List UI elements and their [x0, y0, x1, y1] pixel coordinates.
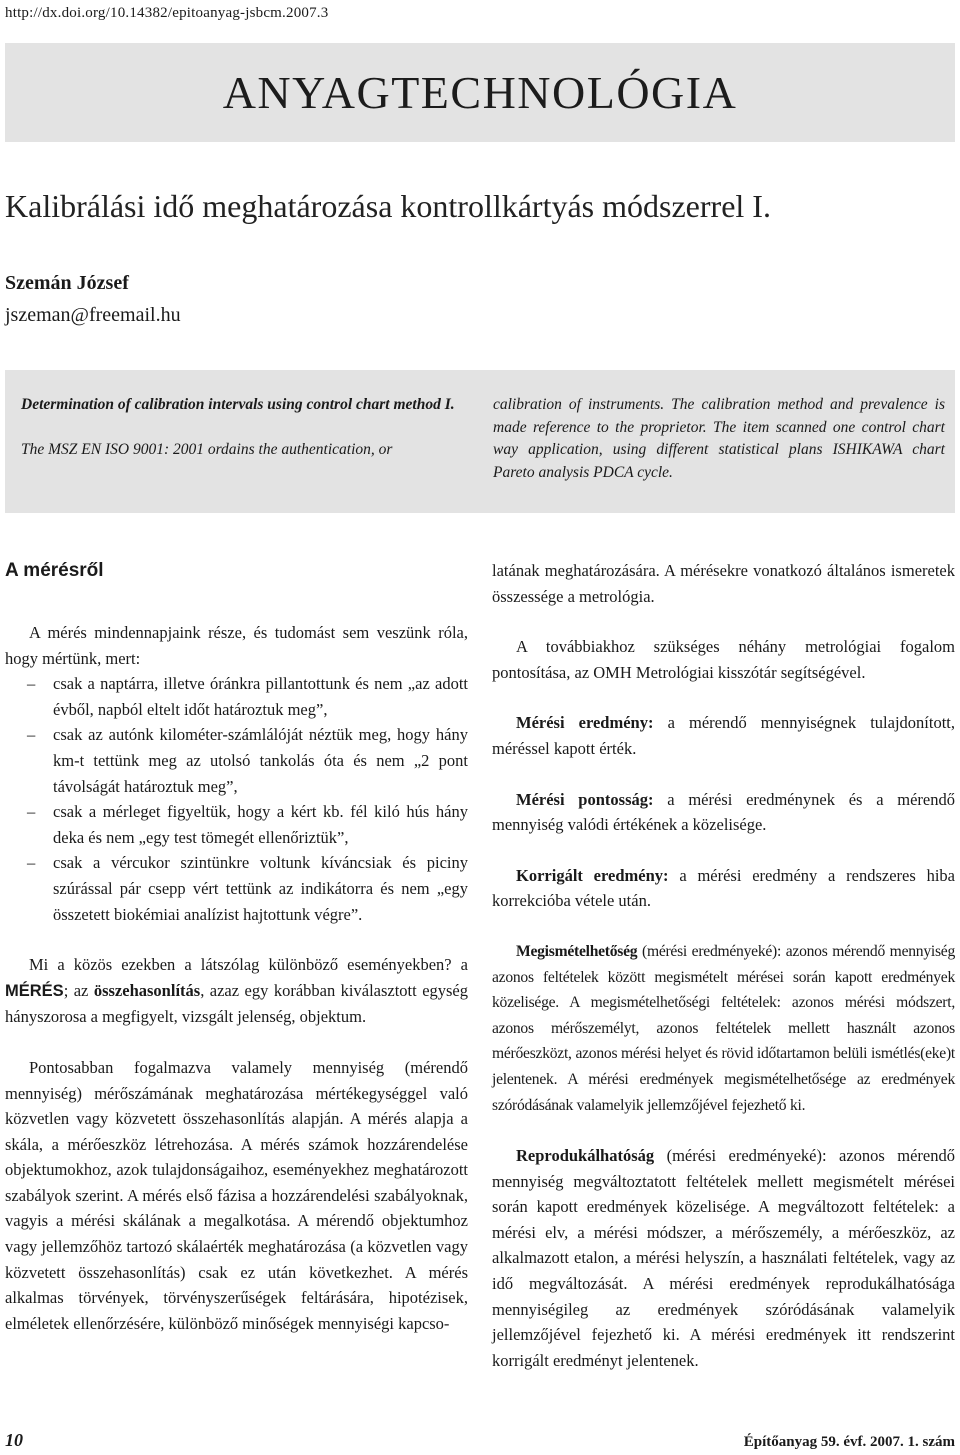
page-number: 10	[5, 1430, 23, 1450]
abstract-left-text: The MSZ EN ISO 9001: 2001 ordains the authentication, or	[21, 440, 393, 458]
definition-paragraph: Pontosabban fogalmazva valamely mennyiség (mérendő mennyiség) mérőszámának meghatározása mértékegységgel való közvetlen vagy közvetett összehasonlítás alapján. A mérés alapja a skála, a mérőeszköz létrehozása. A mérés számok hozzárendelése objektumokhoz, azok tulajdonságaihoz, eseményekhez meghatározott szabályok szerint. A mérés első fázisa a hozzárendelési szabályoknak, vagyis a mérési skálának a megalkotása. A mérendő objektumhoz vagy jellemzőhöz tartozó skálaérték meghatározása (a közvetlen vagy közvetett összehasonlítás) csak ez után következhet. A mérés alkalmas törvények, törvényszerűségek feltárására, hipotézisek, elméletek ellenőrzésére, különböző minőségek mennyiségi kapcso-	[5, 1057, 468, 1333]
definition-text: (mérési eredményeké): azonos mérendő mennyiség azonos feltételek között megismételt mérései során kapott eredmények közelisége. A megismételhetőségi feltételek: azonos mérési módszert, azonos mérőszemélyt, azonos feltételek mellett használt azonos mérőeszközt, azonos mérési helyet és rövid időtartamon belüli ismétlés(eke)t jelentenek. A mérési eredmények megismételhetősége az eredmények szóródásának valamelyik jellemzőjével fejezhető ki.	[492, 942, 955, 1114]
list-item	[5, 799, 468, 850]
question-text-2: ; az	[63, 980, 94, 1000]
article-title: Kalibrálási idő meghatározása kontrollkártyás módszerrel I.	[5, 188, 771, 224]
list-item	[5, 722, 468, 799]
question-bold-osszehasonlitas: összehasonlítás	[93, 980, 201, 1000]
abstract-heading: Determination of calibration intervals using control chart method I.	[21, 396, 455, 413]
question-text-1: Mi a közös ezekben a látszólag különböző eseményekben? a	[29, 955, 468, 975]
abstract-right-text: calibration of instruments. The calibration method and prevalence is made reference to the proprietor. The item scanned one control chart way application, using different statistical plans ISHIKAWA chart Pareto analysis PDCA cycle.	[493, 396, 945, 481]
abstract-left-column	[21, 394, 475, 461]
definition-megismetelhetoseg	[492, 939, 955, 1118]
dash-marker: –	[27, 853, 36, 873]
definition-text: a mérési eredménynek és a mérendő mennyiség valódi értékének a közelisége.	[492, 789, 955, 835]
term: Mérési eredmény:	[516, 713, 654, 733]
section-banner	[5, 43, 955, 142]
right-paragraph-2: A továbbiakhoz szükséges néhány metrológiai fogalom pontosítása, az OMH Metrológiai kisszótár segítségével.	[492, 637, 955, 682]
question-text-3: , azaz egy korábban kiválasztott egység hányszorosa a megfigyelt, vizsgált jelenség, objektum.	[5, 980, 469, 1027]
list-item	[5, 850, 468, 927]
question-bold-meres: MÉRÉS	[5, 981, 64, 1000]
banner-title: ANYAGTECHNOLÓGIA	[222, 67, 738, 118]
dash-marker: –	[27, 674, 36, 694]
dash-marker: –	[27, 802, 36, 822]
right-column	[492, 558, 955, 1398]
definition-text: a mérési eredmény a rendszeres hiba korrekcióba vétele után.	[492, 865, 955, 911]
abstract-right-column	[493, 394, 945, 484]
dash-marker: –	[27, 725, 36, 745]
author-email[interactable]: jszeman@freemail.hu	[5, 304, 181, 326]
right-paragraph-1: latának meghatározására. A mérésekre vonatkozó általános ismeretek összessége a metrológia.	[492, 561, 955, 606]
journal-footer: Építőanyag 59. évf. 2007. 1. szám	[743, 1434, 955, 1450]
list-item-text: csak a naptárra, illetve óránkra pillantottunk és nem „az adott évből, napból eltelt időt határoztuk meg”,	[53, 674, 468, 719]
term: Korrigált eredmény:	[516, 865, 669, 885]
term: Reprodukálhatóság	[516, 1146, 655, 1166]
doi-link[interactable]: http://dx.doi.org/10.14382/epitoanyag-jsbcm.2007.3	[5, 5, 329, 21]
definition-text: a mérendő mennyiségnek tulajdonított, méréssel kapott érték.	[492, 713, 955, 758]
term: Megismételhetőség	[516, 942, 638, 960]
abstract-box	[5, 370, 955, 513]
list-item-text: csak a mérleget figyeltük, hogy a kért kb. fél kiló hús hány deka és nem „egy test tömegét ellenőriztük”,	[53, 802, 468, 847]
definition-text: (mérési eredményeké): azonos mérendő mennyiség megváltoztatott feltételek mellett megismételt mérései során kapott eredmények közelisége. A megváltozott feltételek: a mérési elv, a mérési módszer, a mérőszemély, a mérőeszköz, az alkalmazott etalon, a mérési helyszín, a használati feltételek, vagy az idő megváltozását. A mérési eredmények reprodukálhatósága mennyiségileg az eredmények szóródásának valamelyik jellemzőjével fejezhető ki. A mérési eredmények itt rendszerint korrigált eredményt jelentenek.	[492, 1146, 955, 1370]
list-item-text: csak az autónk kilométer-számlálóját néztük meg, hogy hány km-t tettünk meg az utolsó tankolás óta és nem „2 pont távolságát határoztuk meg”,	[53, 725, 468, 796]
intro-paragraph: A mérés mindennapjaink része, és tudomást sem veszünk róla, hogy mértünk, mert:	[5, 623, 468, 668]
dash-list	[5, 671, 468, 927]
author-name: Szemán József	[5, 272, 129, 294]
definition-meresi-pontossag	[492, 787, 955, 838]
definition-reprodukalhatosag	[492, 1143, 955, 1373]
question-paragraph	[5, 952, 468, 1030]
list-item	[5, 671, 468, 722]
section-heading: A mérésről	[5, 560, 104, 581]
list-item-text: csak a vércukor szintünkre voltunk kíváncsiak és piciny szúrással pár csepp vért tettünk az indikátorra és nem „egy összetett biokémiai analízist hajtottunk végre”.	[53, 853, 468, 924]
definition-korrigalt-eredmeny	[492, 863, 955, 914]
definition-meresi-eredmeny	[492, 710, 955, 761]
term: Mérési pontosság:	[516, 789, 654, 809]
left-column	[5, 558, 468, 1361]
